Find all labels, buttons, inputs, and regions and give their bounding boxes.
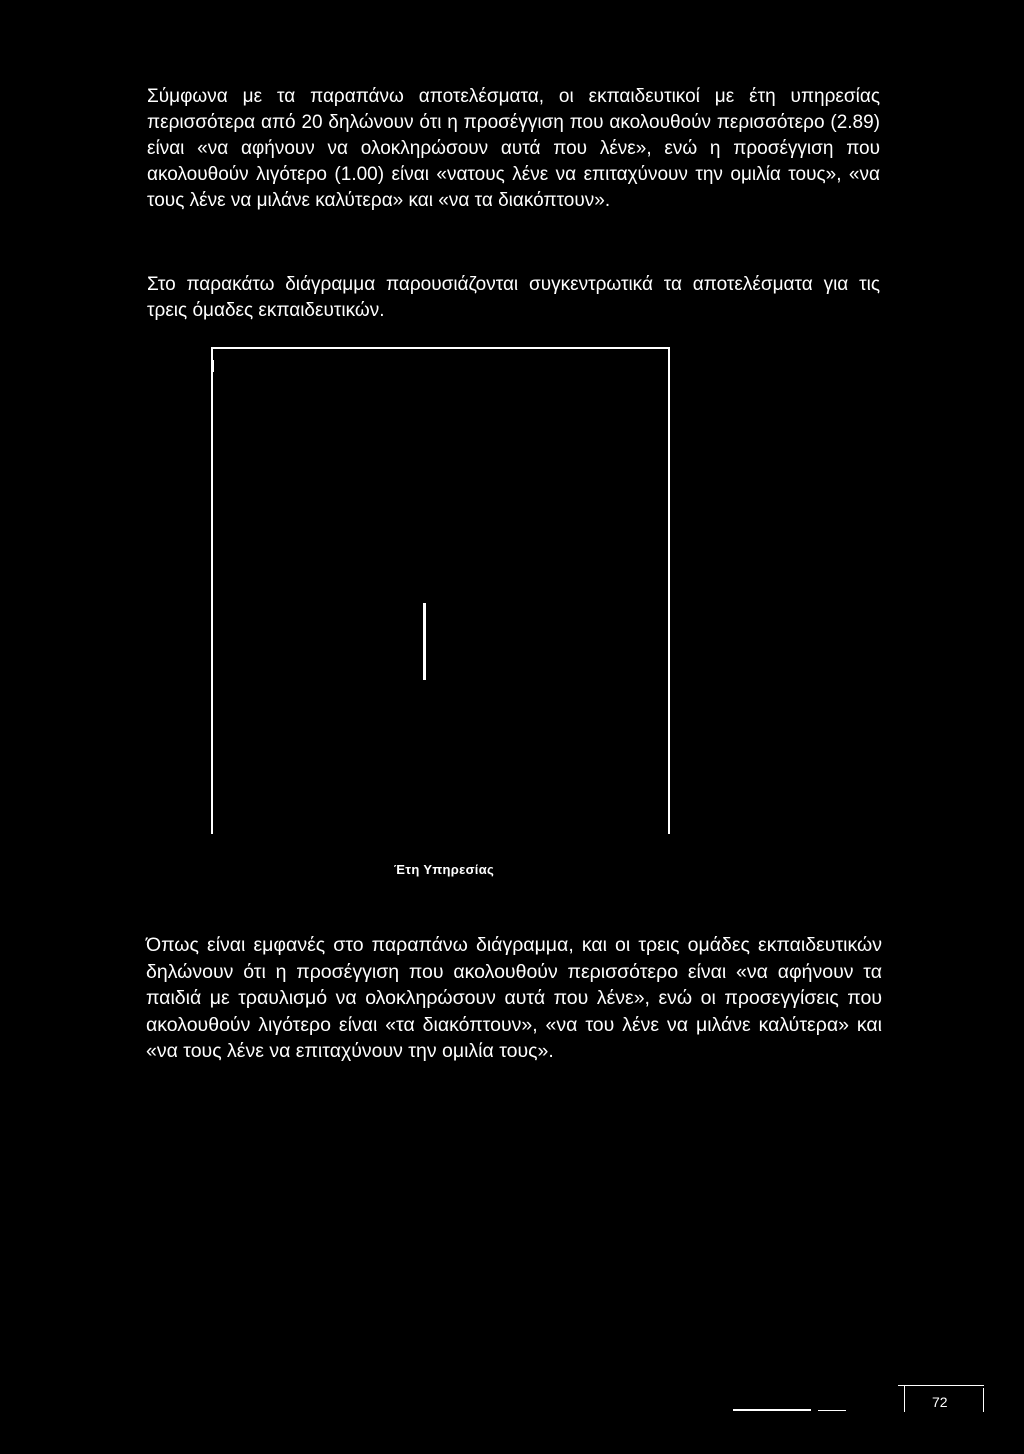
footer-rule-short xyxy=(818,1410,846,1411)
chart-x-axis-label: Έτη Υπηρεσίας xyxy=(393,862,495,877)
chart-frame xyxy=(211,347,670,834)
chart-visible-mark xyxy=(423,603,426,680)
page-number: 72 xyxy=(932,1394,948,1410)
chart-x-axis-label-row xyxy=(0,862,1024,877)
footer-rule xyxy=(733,1409,811,1411)
paragraph-results-20-years: Σύμφωνα με τα παραπάνω αποτελέσματα, οι εκπαιδευτικοί με έτη υπηρεσίας περισσότερα από 20 δηλώνουν ότι η προσέγγιση που ακολουθούν περισσότερο (2.89) είναι «να αφήνουν να ολοκληρώσουν αυτά που λένε», ενώ η προσέγγιση που ακολουθούν λιγότερο (1.00) είναι «νατους λένε να επιταχύνουν την ομιλία τους», «να τους λένε να μιλάνε καλύτερα» και «να τα διακόπτουν». xyxy=(147,86,880,211)
paragraph-chart-intro: Στο παρακάτω διάγραμμα παρουσιάζονται συγκεντρωτικά τα αποτελέσματα για τις τρεις όμαδες εκπαιδευτικών. xyxy=(147,274,880,321)
chart-frame-tick xyxy=(211,360,214,372)
paragraph-conclusion: Όπως είναι εμφανές στο παραπάνω διάγραμμα, και οι τρεις ομάδες εκπαιδευτικών δηλώνουν ότι η προσέγγιση που ακολουθούν περισσότερο είναι «να αφήνουν τα παιδιά με τραυλισμό να ολοκληρώσουν αυτά που λένε», ενώ οι προσεγγίσεις που ακολουθούν λιγότερο είναι «τα διακόπτουν», «να του λένε να μιλάνε καλύτερα» και «να τους λένε να επιταχύνουν την ομιλία τους». xyxy=(146,934,882,1062)
